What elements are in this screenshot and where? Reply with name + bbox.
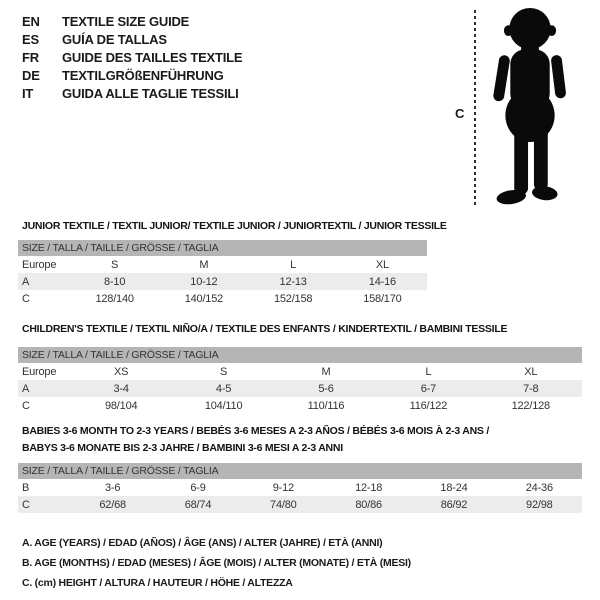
legend: [22, 533, 411, 593]
age-cell: 6-9: [190, 481, 206, 494]
junior-size-table: [18, 240, 427, 307]
age-cell: 12-18: [355, 481, 383, 494]
section-title-babies-line2: BABYS 3-6 MONATE BIS 2-3 JAHRE / BAMBINI 3-6 MESI A 2-3 ANNI: [22, 442, 343, 454]
age-cell: 24-36: [525, 481, 553, 494]
size-cell: XL: [375, 258, 389, 271]
size-cell: L: [425, 365, 432, 378]
language-code: ES: [22, 32, 39, 47]
toddler-silhouette: [483, 6, 578, 208]
table-row-europe: [18, 363, 582, 380]
legend-height-cm: C. (cm) HEIGHT / ALTURA / HAUTEUR / HÖHE / ALTEZZA: [22, 577, 293, 589]
row-label: Europe: [22, 365, 57, 378]
section-title-junior: JUNIOR TEXTILE / TEXTIL JUNIOR/ TEXTILE JUNIOR / JUNIORTEXTIL / JUNIOR TESSILE: [22, 220, 447, 232]
legend-age-years: A. AGE (YEARS) / EDAD (AÑOS) / ÂGE (ANS) / ALTER (JAHRE) / ETÀ (ANNI): [22, 537, 383, 549]
row-label: Europe: [22, 258, 57, 271]
height-measure-label: C: [455, 106, 465, 121]
height-cell: 68/74: [184, 498, 212, 511]
height-cell: 116/122: [409, 399, 448, 412]
language-code: FR: [22, 50, 39, 65]
size-header: SIZE / TALLA / TAILLE / GRÖSSE / TAGLIA: [18, 347, 582, 363]
language-code: IT: [22, 86, 34, 101]
age-cell: 10-12: [190, 275, 218, 288]
age-cell: 7-8: [523, 382, 539, 395]
size-cell: M: [199, 258, 209, 271]
height-cell: 152/158: [273, 292, 313, 305]
row-label: B: [22, 481, 30, 494]
age-cell: 5-6: [318, 382, 334, 395]
language-title: TEXTILE SIZE GUIDE: [62, 14, 190, 29]
height-cell: 140/152: [184, 292, 224, 305]
table-row-height: [18, 290, 427, 307]
age-cell: 8-10: [104, 275, 126, 288]
legend-age-months: B. AGE (MONTHS) / EDAD (MESES) / ÂGE (MOIS) / ALTER (MONATE) / ETÀ (MESI): [22, 557, 411, 569]
row-label: A: [22, 382, 30, 395]
language-row: [22, 31, 242, 49]
table-row-age: [18, 479, 582, 496]
row-label: A: [22, 275, 30, 288]
height-cell: 92/98: [526, 498, 553, 511]
size-cell: L: [290, 258, 297, 271]
language-code: DE: [22, 68, 40, 83]
language-row: [22, 67, 242, 85]
row-label: C: [22, 498, 30, 511]
table-header-row: [18, 240, 427, 256]
section-title-children: CHILDREN'S TEXTILE / TEXTIL NIÑO/A / TEXTILE DES ENFANTS / KINDERTEXTIL / BAMBINI TESSILE: [22, 323, 508, 335]
age-cell: 14-16: [368, 275, 396, 288]
age-cell: 6-7: [420, 382, 437, 395]
size-cell: XS: [114, 365, 129, 378]
language-row: [22, 13, 242, 31]
height-cell: 74/80: [270, 498, 297, 511]
size-header: SIZE / TALLA / TAILLE / GRÖSSE / TAGLIA: [18, 463, 582, 479]
height-cell: 122/128: [511, 399, 550, 412]
height-cell: 80/86: [355, 498, 382, 511]
age-cell: 3-4: [113, 382, 129, 395]
language-row: [22, 85, 242, 103]
table-row-height: [18, 397, 582, 414]
size-cell: M: [321, 365, 331, 378]
table-header-row: [18, 347, 582, 363]
table-header-row: [18, 463, 582, 479]
language-title: GUÍA DE TALLAS: [62, 32, 167, 47]
language-title: TEXTILGRÖßENFÜHRUNG: [62, 68, 224, 83]
table-row-age: [18, 273, 427, 290]
height-cell: 104/110: [204, 399, 243, 412]
age-cell: 9-12: [272, 481, 294, 494]
language-title: GUIDE DES TAILLES TEXTILE: [62, 50, 243, 65]
age-cell: 18-24: [440, 481, 468, 494]
table-row-europe: [18, 256, 427, 273]
babies-size-table: [18, 463, 582, 513]
section-title-babies-line1: BABIES 3-6 MONTH TO 2-3 YEARS / BEBÉS 3-6 MESES A 2-3 AÑOS / BÉBÉS 3-6 MOIS À 2-3 ANS /: [22, 425, 490, 437]
table-row-age: [18, 380, 582, 397]
size-cell: S: [220, 365, 228, 378]
height-cell: 62/68: [99, 498, 126, 511]
children-size-table: [18, 347, 582, 414]
language-title: GUIDA ALLE TAGLIE TESSILI: [62, 86, 239, 101]
size-cell: XL: [524, 365, 538, 378]
row-label: C: [22, 399, 30, 412]
size-header: SIZE / TALLA / TAILLE / GRÖSSE / TAGLIA: [18, 240, 427, 256]
table-row-height: [18, 496, 582, 513]
language-row: [22, 49, 242, 67]
age-cell: 3-6: [105, 481, 121, 494]
height-cell: 86/92: [440, 498, 468, 511]
height-cell: 98/104: [104, 399, 138, 412]
size-cell: S: [111, 258, 119, 271]
height-measure-dashed-line: [474, 10, 476, 206]
height-cell: 128/140: [95, 292, 134, 305]
language-list: [22, 13, 242, 103]
age-cell: 12-13: [279, 275, 307, 288]
age-cell: 4-5: [215, 382, 232, 395]
height-cell: 158/170: [363, 292, 402, 305]
language-code: EN: [22, 14, 40, 29]
row-label: C: [22, 292, 30, 305]
height-cell: 110/116: [307, 399, 345, 412]
